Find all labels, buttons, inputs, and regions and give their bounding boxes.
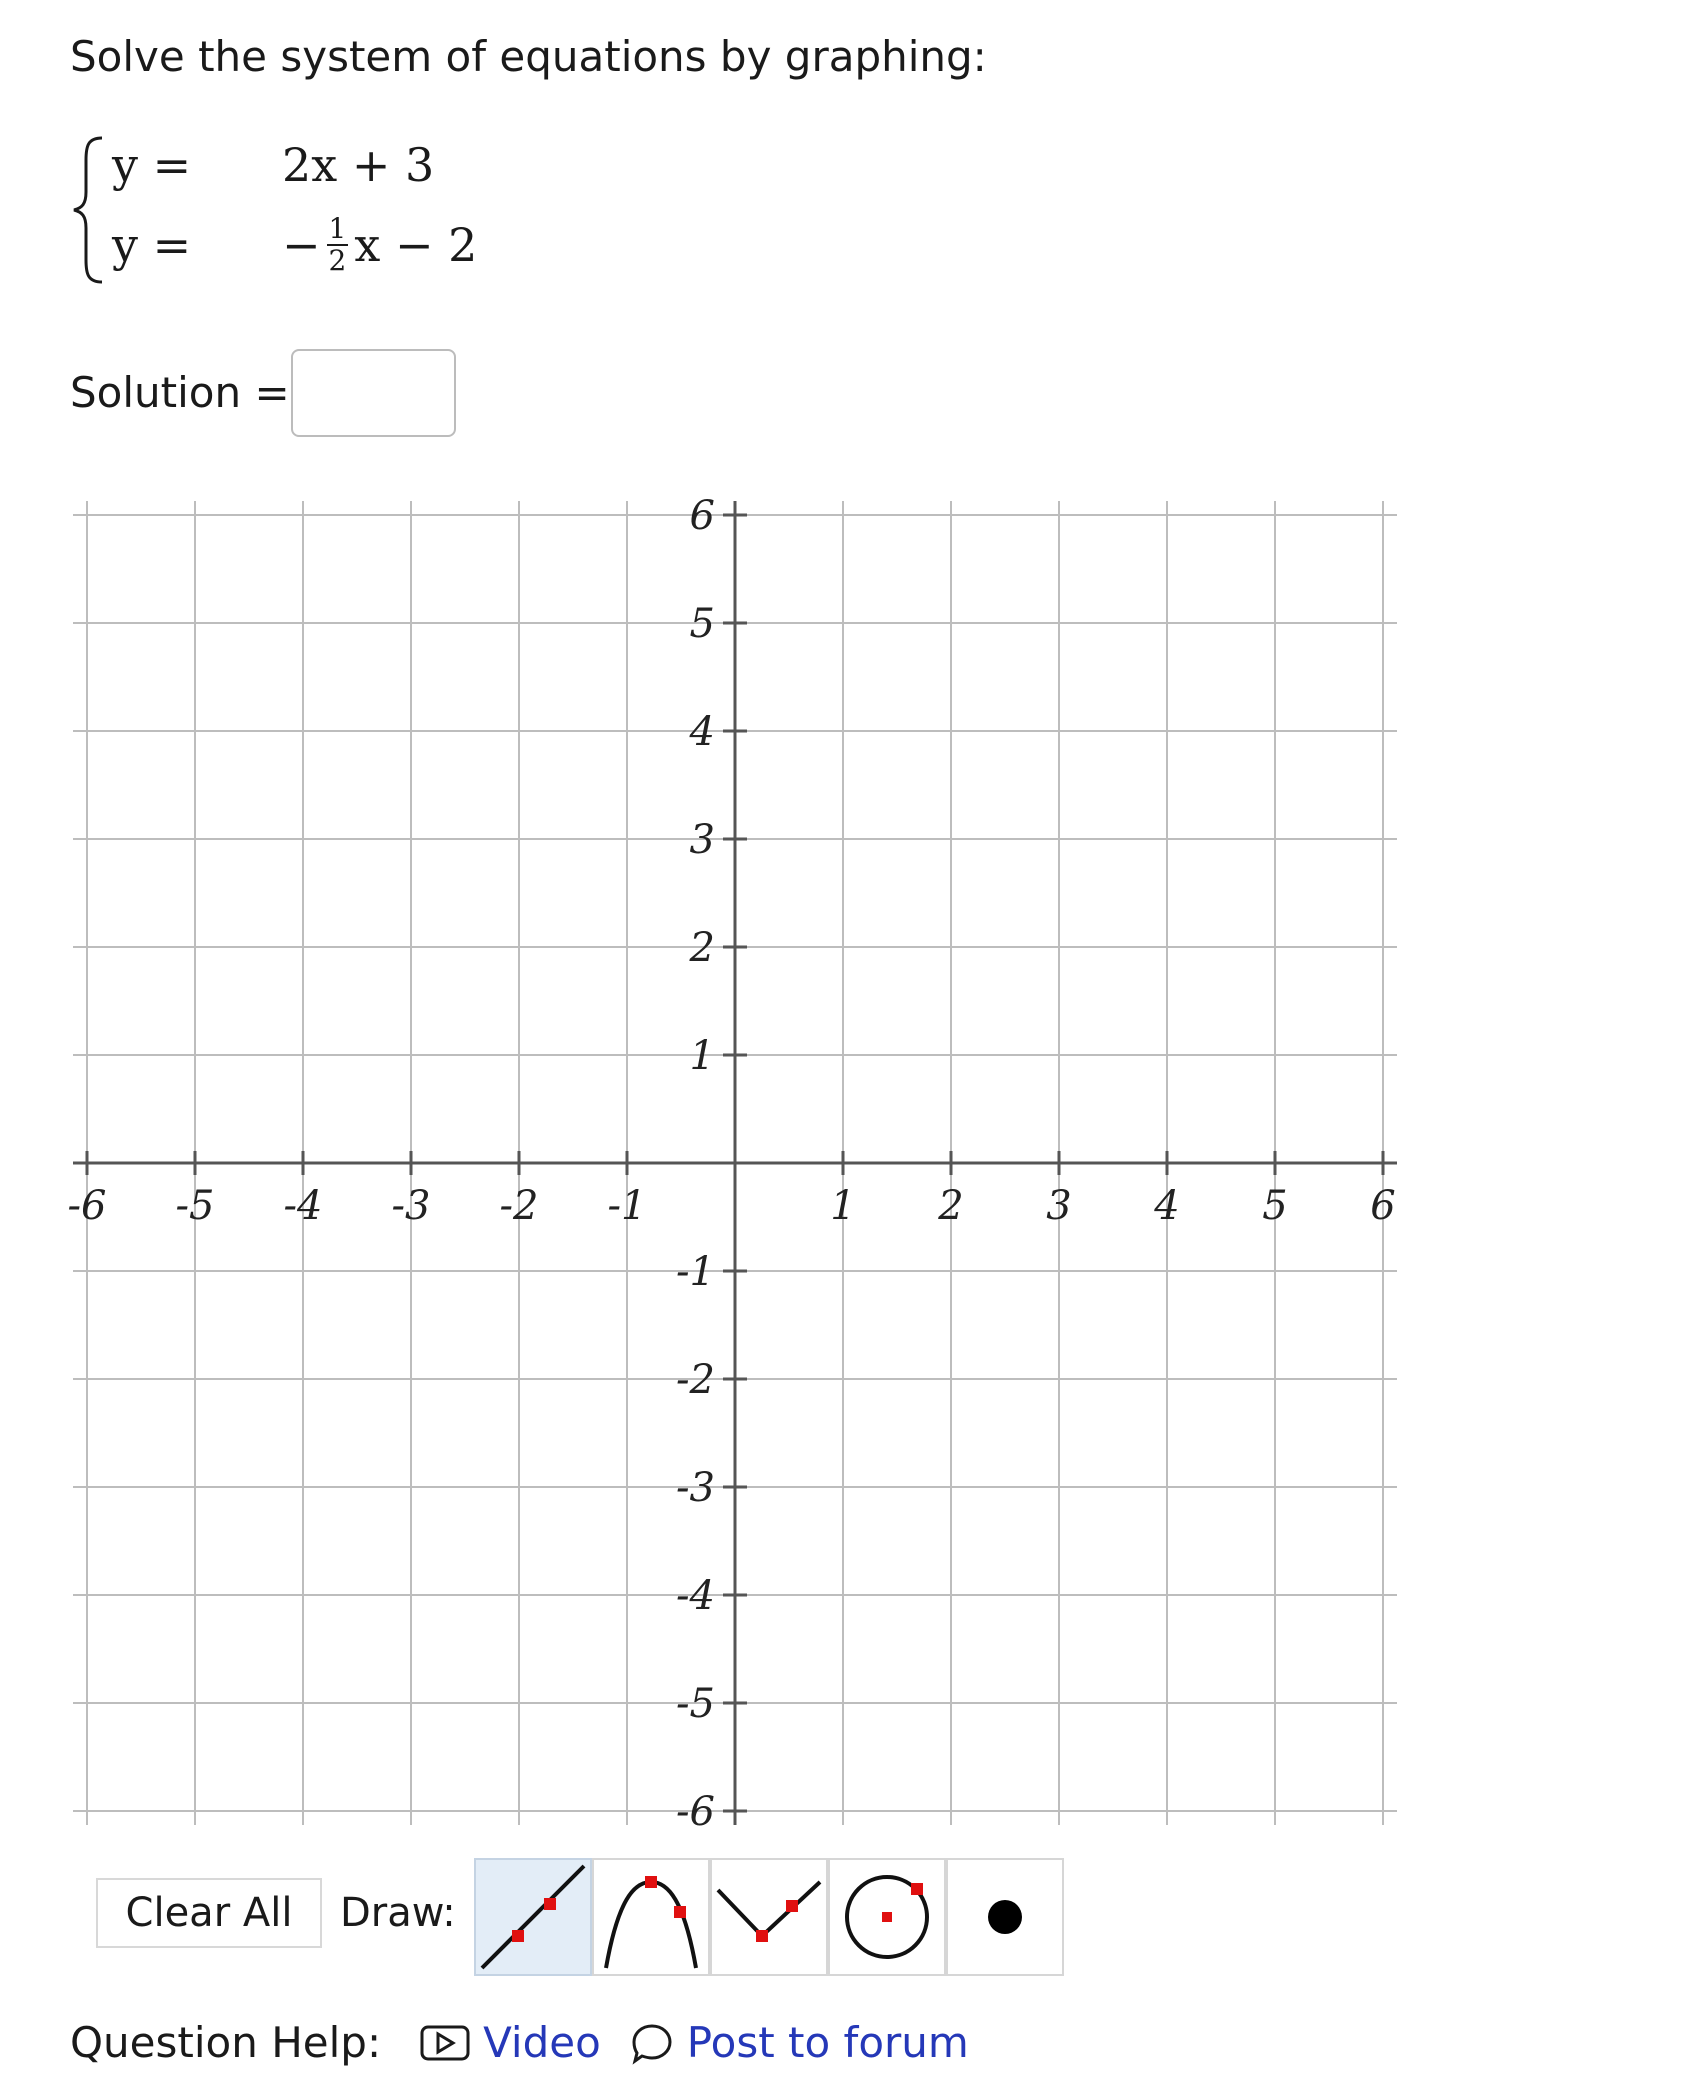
y-tick-label: 2 (689, 925, 715, 971)
line-tool-button[interactable] (474, 1858, 592, 1976)
equation-system (70, 130, 490, 290)
equation-2-lhs: y = (112, 218, 192, 272)
draw-label: Draw: (340, 1890, 456, 1936)
forum-link[interactable] (629, 2018, 969, 2067)
x-axis-labels (68, 1183, 1396, 1229)
fraction-numerator: 1 (328, 212, 347, 245)
x-tick-label: 4 (1154, 1183, 1180, 1229)
point-tool-button[interactable] (946, 1858, 1064, 1976)
absolute-value-tool-icon (712, 1860, 826, 1974)
equation-1 (112, 130, 434, 200)
forum-link-label: Post to forum (686, 2018, 969, 2067)
x-tick-label: 3 (1046, 1183, 1072, 1229)
y-tick-label: 6 (689, 493, 715, 539)
solution-input[interactable] (291, 349, 456, 437)
fraction-denominator: 2 (328, 244, 347, 277)
circle-tool-icon (830, 1860, 944, 1974)
solution-label: Solution = (70, 368, 290, 417)
equation-2 (112, 210, 477, 280)
y-tick-label: -3 (676, 1465, 715, 1511)
line-tool-icon (476, 1860, 590, 1974)
equation-2-rest: x − 2 (354, 218, 478, 272)
circle-tool-button[interactable] (828, 1858, 946, 1976)
x-tick-label: -3 (391, 1183, 431, 1229)
equation-2-rhs (282, 212, 478, 277)
absolute-value-tool-button[interactable] (710, 1858, 828, 1976)
y-tick-label: -4 (676, 1573, 715, 1619)
fraction (327, 212, 349, 277)
y-tick-label: -2 (676, 1357, 715, 1403)
x-tick-label: -1 (607, 1183, 647, 1229)
equation-1-lhs: y = (112, 138, 192, 192)
question-help-label: Question Help: (70, 2018, 382, 2067)
y-tick-label: -6 (676, 1789, 715, 1835)
clear-all-button[interactable]: Clear All (96, 1878, 322, 1948)
video-icon (419, 2023, 471, 2063)
axes (73, 501, 1397, 1825)
left-brace (70, 130, 110, 290)
x-tick-label: 2 (938, 1183, 964, 1229)
x-tick-label: 1 (830, 1183, 856, 1229)
y-tick-label: 1 (689, 1033, 715, 1079)
point-tool-icon (948, 1860, 1062, 1974)
speech-bubble-icon (629, 2020, 675, 2066)
coordinate-graph[interactable] (60, 490, 1420, 1840)
video-link-label: Video (483, 2018, 601, 2067)
y-tick-label: 4 (689, 709, 715, 755)
x-tick-label: 6 (1370, 1183, 1396, 1229)
equation-2-sign: − (282, 218, 321, 272)
y-tick-label: -5 (676, 1681, 715, 1727)
y-tick-label: 5 (689, 601, 715, 647)
question-help (70, 2018, 997, 2067)
equation-1-rhs: 2x + 3 (282, 138, 435, 192)
x-tick-label: -2 (499, 1183, 539, 1229)
question-prompt: Solve the system of equations by graphing: (70, 32, 987, 81)
x-tick-label: 5 (1262, 1183, 1288, 1229)
parabola-tool-icon (594, 1860, 708, 1974)
x-tick-label: -6 (67, 1183, 107, 1229)
y-tick-label: 3 (689, 817, 715, 863)
x-tick-label: -5 (175, 1183, 215, 1229)
y-tick-label: -1 (676, 1249, 715, 1295)
x-tick-label: -4 (283, 1183, 323, 1229)
video-link[interactable] (419, 2018, 601, 2067)
parabola-tool-button[interactable] (592, 1858, 710, 1976)
